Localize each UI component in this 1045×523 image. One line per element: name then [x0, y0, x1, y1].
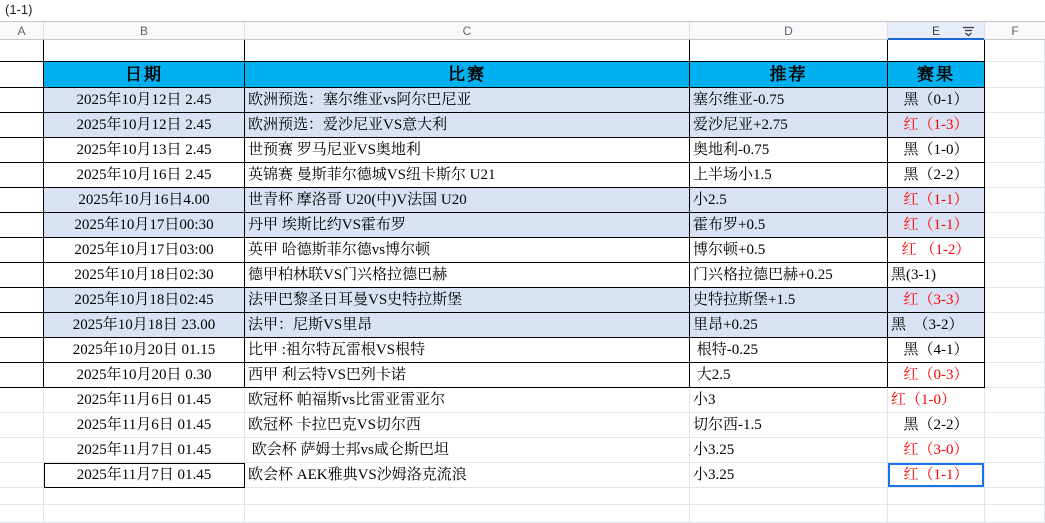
empty-cell[interactable]	[0, 505, 44, 523]
empty-cell[interactable]	[0, 213, 44, 238]
pick-cell[interactable]: 大2.5	[690, 363, 888, 388]
empty-cell[interactable]	[985, 62, 1045, 88]
result-cell[interactable]: 黑（1-0）	[888, 138, 985, 163]
column-header-f[interactable]: F	[1011, 23, 1019, 38]
date-cell[interactable]: 2025年10月20日 0.30	[44, 363, 245, 388]
pick-cell[interactable]: 霍布罗+0.5	[690, 213, 888, 238]
table-header-result[interactable]: 赛果	[888, 62, 985, 88]
empty-cell[interactable]	[985, 238, 1045, 263]
empty-cell[interactable]	[985, 88, 1045, 113]
match-cell[interactable]: 英甲 哈德斯菲尔德vs博尔顿	[245, 238, 690, 263]
empty-cell[interactable]	[0, 138, 44, 163]
empty-cell[interactable]	[0, 463, 44, 488]
empty-cell[interactable]	[0, 488, 44, 505]
result-cell[interactable]: 红（0-3）	[888, 363, 985, 388]
empty-cell[interactable]	[985, 488, 1045, 505]
date-cell[interactable]: 2025年10月18日02:45	[44, 288, 245, 313]
date-cell[interactable]: 2025年10月12日 2.45	[44, 88, 245, 113]
result-cell[interactable]: 红（1-3）	[888, 113, 985, 138]
empty-cell[interactable]	[985, 438, 1045, 463]
date-cell[interactable]: 2025年10月20日 01.15	[44, 338, 245, 363]
pick-cell[interactable]: 史特拉斯堡+1.5	[690, 288, 888, 313]
empty-cell[interactable]	[0, 163, 44, 188]
date-cell[interactable]: 2025年10月17日03:00	[44, 238, 245, 263]
empty-cell[interactable]	[0, 88, 44, 113]
match-cell[interactable]: 世预赛 罗马尼亚VS奥地利	[245, 138, 690, 163]
column-header-e-label: E	[931, 23, 940, 38]
table-header-date[interactable]: 日期	[44, 62, 245, 88]
empty-cell[interactable]	[690, 40, 888, 62]
empty-cell[interactable]	[0, 263, 44, 288]
match-cell[interactable]: 欧洲预选：塞尔维亚vs阿尔巴尼亚	[245, 88, 690, 113]
result-cell[interactable]: 黑 （3-2）	[888, 313, 985, 338]
sheet-name-label: (1-1)	[5, 2, 33, 17]
column-header-d[interactable]: D	[690, 22, 888, 39]
pick-cell[interactable]: 小3.25	[690, 438, 888, 463]
empty-cell[interactable]	[44, 505, 245, 523]
pick-cell[interactable]: 爱沙尼亚+2.75	[690, 113, 888, 138]
empty-cell[interactable]	[985, 388, 1045, 413]
empty-cell[interactable]	[985, 313, 1045, 338]
empty-cell[interactable]	[985, 138, 1045, 163]
match-cell[interactable]: 欧洲预选：爱沙尼亚VS意大利	[245, 113, 690, 138]
result-cell[interactable]: 黑（2-2）	[888, 413, 985, 438]
column-header-e[interactable]	[888, 22, 985, 39]
match-cell[interactable]: 比甲 :祖尔特瓦雷根VS根特	[245, 338, 690, 363]
date-cell[interactable]: 2025年10月12日 2.45	[44, 113, 245, 138]
empty-cell[interactable]	[690, 488, 888, 505]
empty-cell[interactable]	[0, 288, 44, 313]
result-cell[interactable]: 黑（0-1）	[888, 88, 985, 113]
result-cell[interactable]: 红 （1-2）	[888, 238, 985, 263]
column-header-strip	[0, 21, 1045, 40]
empty-cell[interactable]	[0, 413, 44, 438]
empty-cell[interactable]	[985, 40, 1045, 62]
pick-cell[interactable]: 小3.25	[690, 463, 888, 488]
match-cell[interactable]: 德甲柏林联VS门兴格拉德巴赫	[245, 263, 690, 288]
empty-cell[interactable]	[985, 188, 1045, 213]
column-header-b[interactable]: B	[44, 22, 245, 39]
result-cell[interactable]: 红（1-0）	[888, 388, 985, 413]
date-cell[interactable]: 2025年11月7日 01.45	[44, 438, 245, 463]
empty-cell[interactable]	[245, 40, 690, 62]
pick-cell[interactable]: 小3	[690, 388, 888, 413]
result-cell[interactable]: 红（1-1）	[888, 188, 985, 213]
date-cell[interactable]: 2025年11月7日 01.45	[44, 463, 245, 488]
result-cell[interactable]: 红（3-3）	[888, 288, 985, 313]
empty-cell[interactable]	[0, 62, 44, 88]
column-dropdown-icon[interactable]	[961, 24, 976, 41]
empty-cell[interactable]	[0, 388, 44, 413]
empty-cell[interactable]	[0, 338, 44, 363]
pick-cell[interactable]: 根特-0.25	[690, 338, 888, 363]
empty-cell[interactable]	[985, 213, 1045, 238]
empty-cell[interactable]	[0, 438, 44, 463]
date-cell[interactable]: 2025年10月18日02:30	[44, 263, 245, 288]
empty-cell[interactable]	[245, 505, 690, 523]
match-cell[interactable]: 欧冠杯 卡拉巴克VS切尔西	[245, 413, 690, 438]
match-cell[interactable]: 欧冠杯 帕福斯vs比雷亚雷亚尔	[245, 388, 690, 413]
empty-cell[interactable]	[0, 40, 44, 62]
pick-cell[interactable]: 上半场小1.5	[690, 163, 888, 188]
match-cell[interactable]: 欧会杯 AEK雅典VS沙姆洛克流浪	[245, 463, 690, 488]
match-cell[interactable]: 法甲：尼斯VS里昂	[245, 313, 690, 338]
column-header-a[interactable]: A	[0, 22, 44, 39]
result-cell[interactable]: 黑(3-1)	[888, 263, 985, 288]
empty-cell[interactable]	[690, 505, 888, 523]
empty-cell[interactable]	[985, 413, 1045, 438]
empty-cell[interactable]	[985, 363, 1045, 388]
empty-cell[interactable]	[0, 363, 44, 388]
match-cell[interactable]: 欧会杯 萨姆士邦vs咸仑斯巴坦	[245, 438, 690, 463]
empty-cell[interactable]	[44, 488, 245, 505]
pick-cell[interactable]: 切尔西-1.5	[690, 413, 888, 438]
result-cell[interactable]: 红（1-1）	[888, 213, 985, 238]
empty-cell[interactable]	[985, 338, 1045, 363]
empty-cell[interactable]	[245, 488, 690, 505]
empty-cell[interactable]	[0, 188, 44, 213]
empty-cell[interactable]	[985, 263, 1045, 288]
pick-cell[interactable]: 奥地利-0.75	[690, 138, 888, 163]
empty-cell[interactable]	[985, 288, 1045, 313]
empty-cell[interactable]	[985, 163, 1045, 188]
column-header-c[interactable]: C	[245, 22, 690, 39]
empty-cell[interactable]	[0, 313, 44, 338]
match-cell[interactable]: 丹甲 埃斯比约VS霍布罗	[245, 213, 690, 238]
pick-cell[interactable]: 门兴格拉德巴赫+0.25	[690, 263, 888, 288]
date-cell[interactable]: 2025年10月16日 2.45	[44, 163, 245, 188]
empty-cell[interactable]	[888, 505, 985, 523]
match-cell[interactable]: 英锦赛 曼斯菲尔德城VS纽卡斯尔 U21	[245, 163, 690, 188]
date-cell[interactable]: 2025年11月6日 01.45	[44, 388, 245, 413]
date-cell[interactable]: 2025年10月13日 2.45	[44, 138, 245, 163]
match-cell[interactable]: 西甲 利云特VS巴列卡诺	[245, 363, 690, 388]
empty-cell[interactable]	[985, 113, 1045, 138]
pick-cell[interactable]: 博尔顿+0.5	[690, 238, 888, 263]
table-header-pick[interactable]: 推荐	[690, 62, 888, 88]
empty-cell[interactable]	[0, 113, 44, 138]
pick-cell[interactable]: 里昂+0.25	[690, 313, 888, 338]
date-cell[interactable]: 2025年10月17日00:30	[44, 213, 245, 238]
empty-cell[interactable]	[985, 463, 1045, 488]
result-cell[interactable]: 黑（2-2）	[888, 163, 985, 188]
spreadsheet-grid	[0, 40, 1045, 523]
match-cell[interactable]: 世青杯 摩洛哥 U20(中)V法国 U20	[245, 188, 690, 213]
date-cell[interactable]: 2025年10月18日 23.00	[44, 313, 245, 338]
pick-cell[interactable]: 塞尔维亚-0.75	[690, 88, 888, 113]
date-cell[interactable]: 2025年10月16日4.00	[44, 188, 245, 213]
result-cell[interactable]: 红（1-1）	[888, 463, 985, 488]
empty-cell[interactable]	[888, 488, 985, 505]
empty-cell[interactable]	[888, 40, 985, 62]
empty-cell[interactable]	[985, 505, 1045, 523]
empty-cell[interactable]	[44, 40, 245, 62]
pick-cell[interactable]: 小2.5	[690, 188, 888, 213]
date-cell[interactable]: 2025年11月6日 01.45	[44, 413, 245, 438]
table-header-match[interactable]: 比赛	[245, 62, 690, 88]
result-cell[interactable]: 黑（4-1）	[888, 338, 985, 363]
result-cell[interactable]: 红（3-0）	[888, 438, 985, 463]
empty-cell[interactable]	[0, 238, 44, 263]
match-cell[interactable]: 法甲巴黎圣日耳曼VS史特拉斯堡	[245, 288, 690, 313]
